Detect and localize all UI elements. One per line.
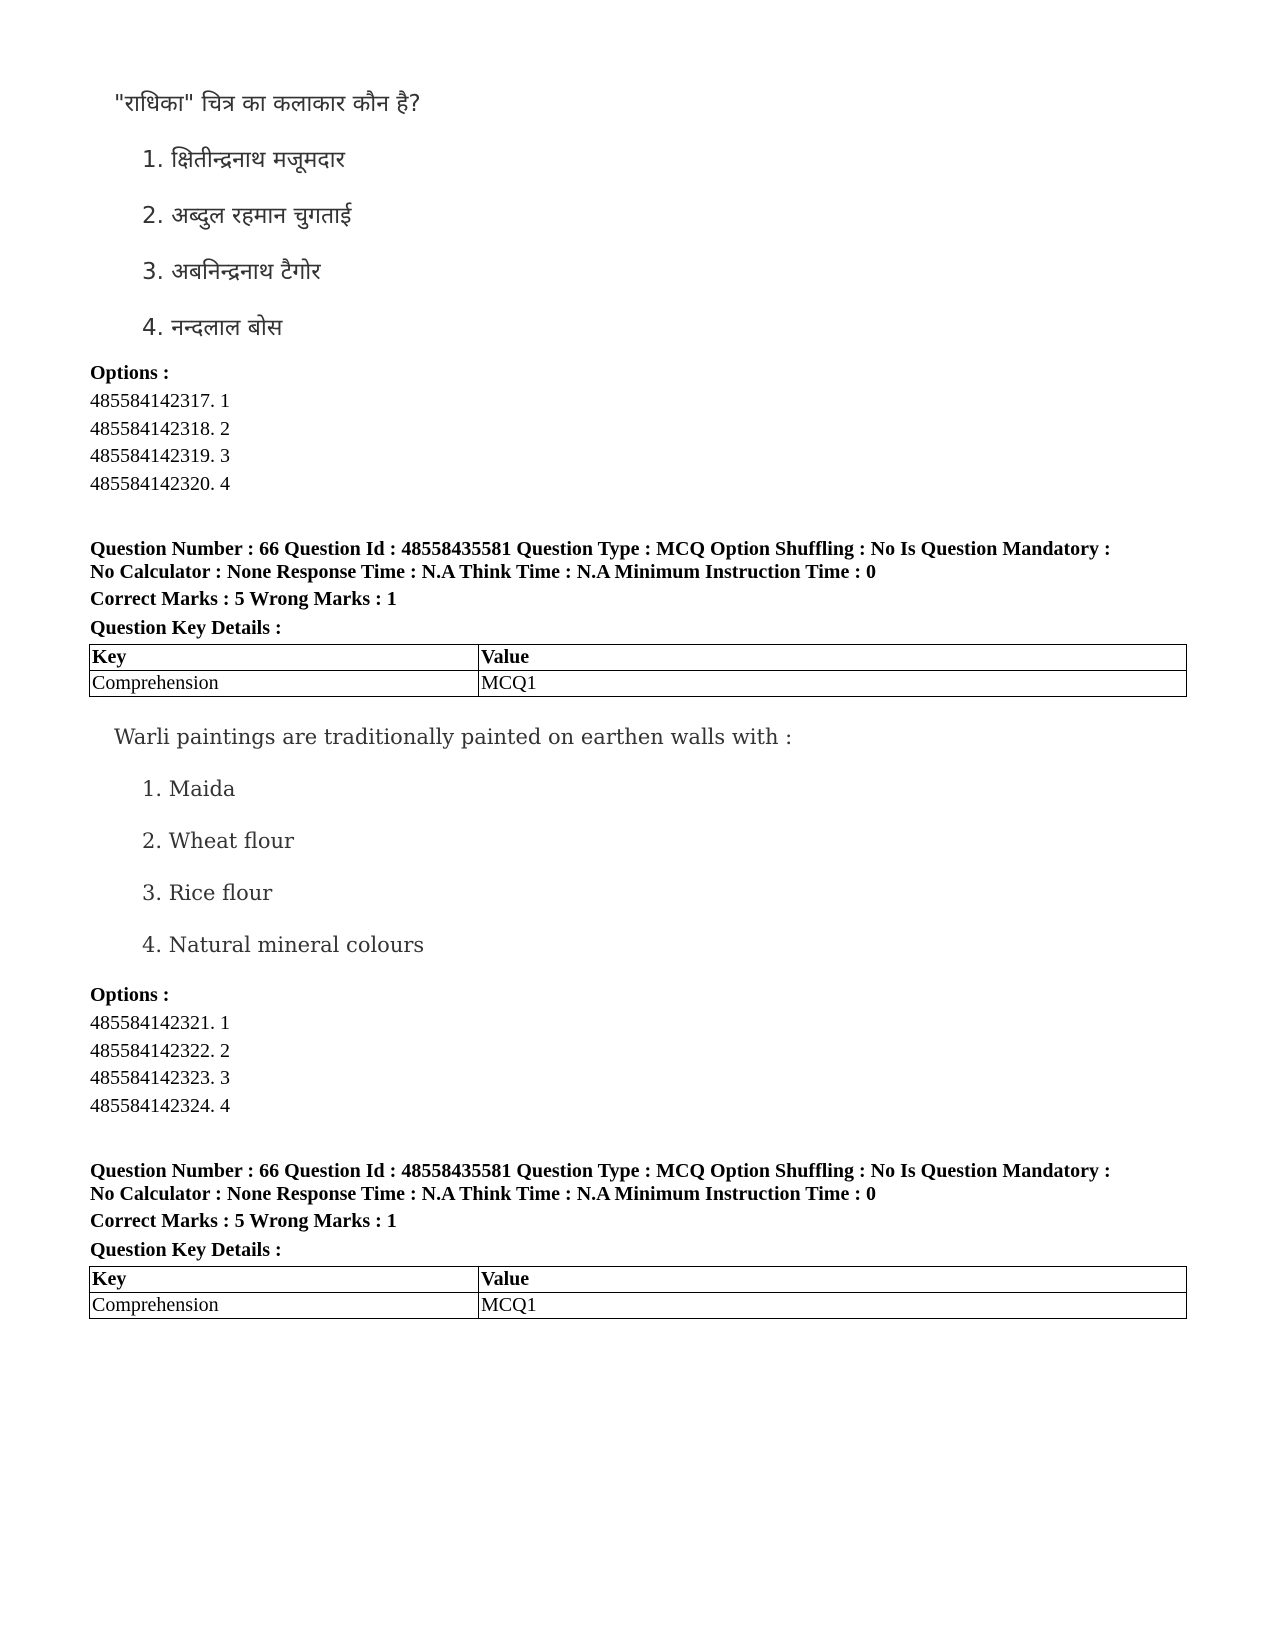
question-meta-line1: Question Number : 66 Question Id : 48558435581 Question Type : MCQ Option Shuffling : No Is Question Mandatory :: [90, 538, 1111, 560]
choice-1: 1. क्षितीन्द्रनाथ मजूमदार: [142, 147, 345, 173]
table-header-value: Value: [479, 645, 1187, 671]
options-label: Options :: [90, 362, 170, 384]
table-cell-key: Comprehension: [90, 1293, 479, 1319]
option-item: 485584142320. 4: [90, 473, 230, 495]
table-cell-key: Comprehension: [90, 671, 479, 697]
key-value-table: [89, 1266, 1187, 1319]
key-details-label: Question Key Details :: [90, 617, 282, 639]
options-label: Options :: [90, 984, 170, 1006]
choice-3: 3. अबनिन्द्रनाथ टैगोर: [142, 259, 321, 285]
option-item: 485584142318. 2: [90, 418, 230, 440]
question-meta-line1: Question Number : 66 Question Id : 48558435581 Question Type : MCQ Option Shuffling : No Is Question Mandatory :: [90, 1160, 1111, 1182]
table-row: [90, 671, 1187, 697]
option-item: 485584142324. 4: [90, 1095, 230, 1117]
table-row: [90, 1293, 1187, 1319]
key-value-table: [89, 644, 1187, 697]
table-cell-value: MCQ1: [479, 671, 1187, 697]
option-item: 485584142321. 1: [90, 1012, 230, 1034]
table-header-key: Key: [90, 645, 479, 671]
question-text-english: Warli paintings are traditionally painted on earthen walls with :: [114, 725, 793, 749]
table-cell-value: MCQ1: [479, 1293, 1187, 1319]
question-meta-line2: No Calculator : None Response Time : N.A Think Time : N.A Minimum Instruction Time : 0: [90, 1183, 876, 1205]
marks-line: Correct Marks : 5 Wrong Marks : 1: [90, 588, 397, 610]
question-meta-line2: No Calculator : None Response Time : N.A Think Time : N.A Minimum Instruction Time : 0: [90, 561, 876, 583]
table-header-row: [90, 1267, 1187, 1293]
table-header-row: [90, 645, 1187, 671]
option-item: 485584142317. 1: [90, 390, 230, 412]
choice-2: 2. Wheat flour: [142, 829, 295, 853]
choice-2: 2. अब्दुल रहमान चुगताई: [142, 203, 352, 229]
key-details-label: Question Key Details :: [90, 1239, 282, 1261]
choice-3: 3. Rice flour: [142, 881, 273, 905]
option-item: 485584142323. 3: [90, 1067, 230, 1089]
option-item: 485584142322. 2: [90, 1040, 230, 1062]
table-header-value: Value: [479, 1267, 1187, 1293]
choice-1: 1. Maida: [142, 777, 236, 801]
option-item: 485584142319. 3: [90, 445, 230, 467]
marks-line: Correct Marks : 5 Wrong Marks : 1: [90, 1210, 397, 1232]
choice-4: 4. नन्दलाल बोस: [142, 315, 283, 341]
table-header-key: Key: [90, 1267, 479, 1293]
choice-4: 4. Natural mineral colours: [142, 933, 425, 957]
question-text-hindi: "राधिका" चित्र का कलाकार कौन है?: [114, 91, 421, 117]
